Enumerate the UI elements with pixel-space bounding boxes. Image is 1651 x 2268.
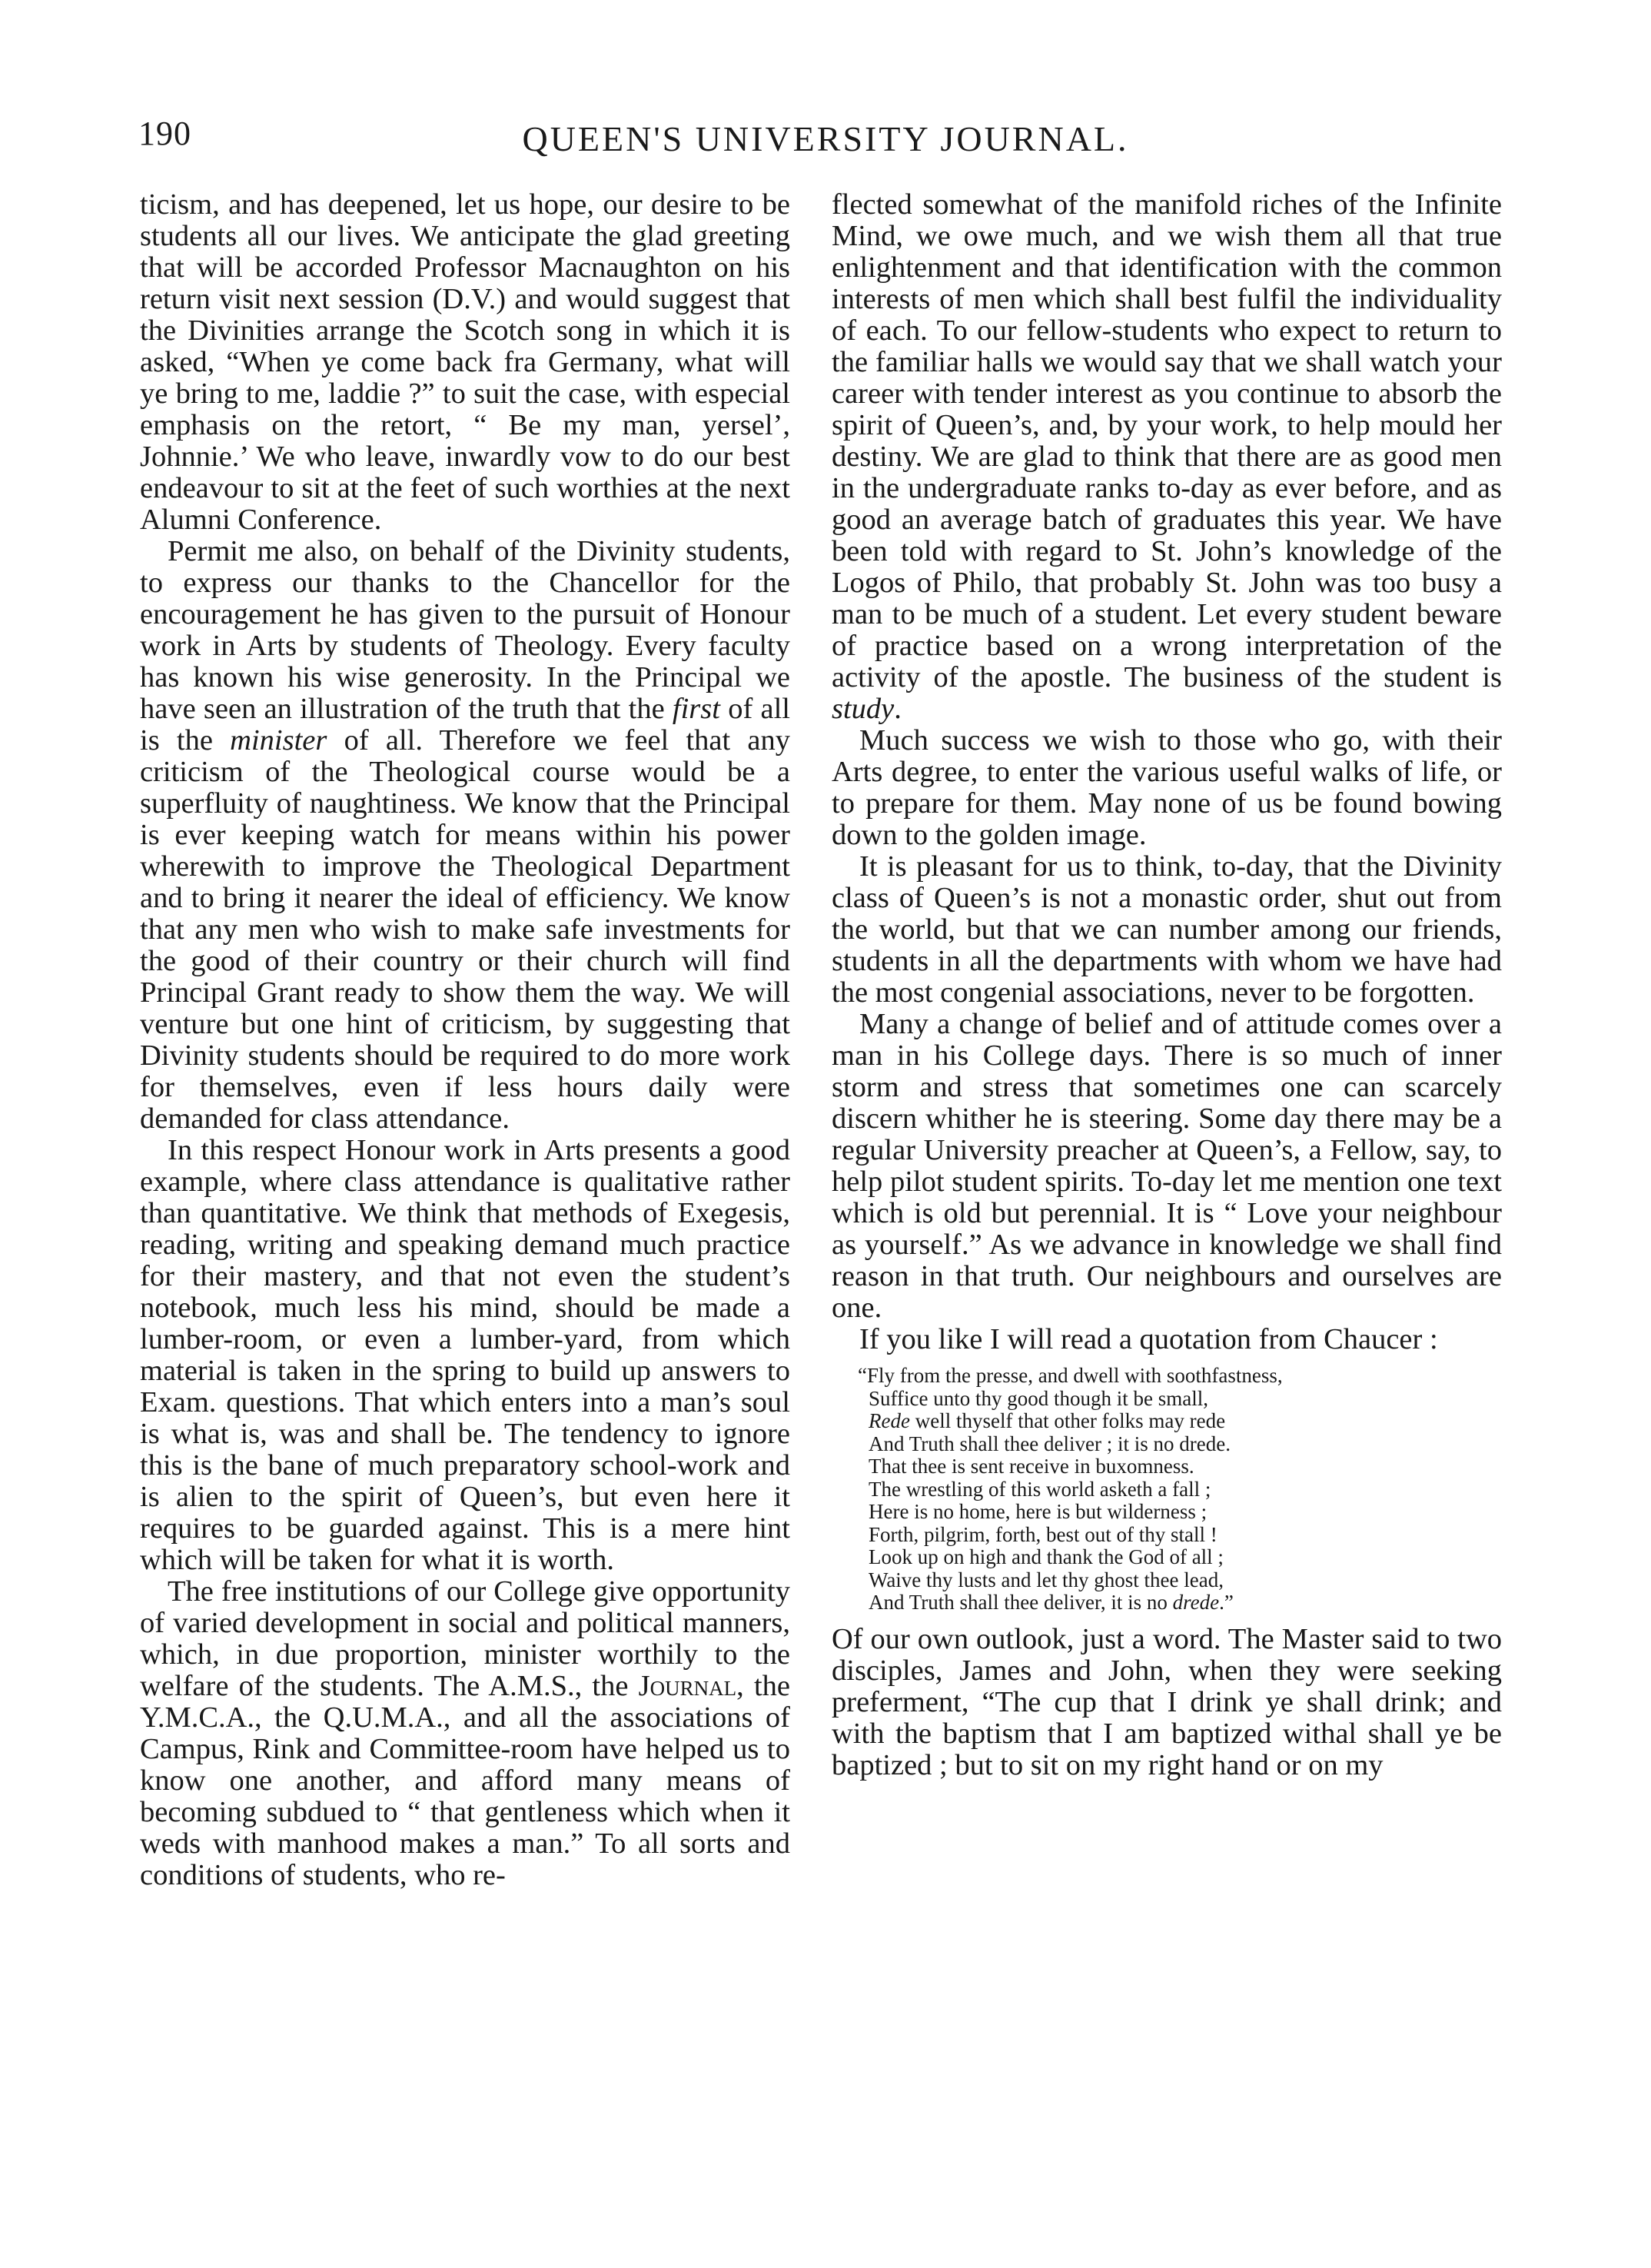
text-run: And Truth shall thee deliver, it is no bbox=[869, 1591, 1173, 1614]
paragraph bbox=[140, 1576, 790, 1891]
text-run: Permit me also, on behalf of the Divinity students, to express our thanks to the Chancellor for the encouragement he has given to the pursuit of Honour work in Arts by students of Theology. Every faculty has known his wise generosity. In the Principal we have seen an illustration of the truth that the bbox=[140, 535, 790, 725]
paragraph: Much success we wish to those who go, with their Arts degree, to enter the various useful walks of life, or to prepare for them. May none of us be found bowing down to the golden image. bbox=[832, 724, 1502, 851]
poem-line: Suffice unto thy good though it be small, bbox=[869, 1386, 1208, 1410]
page-number: 190 bbox=[138, 115, 191, 152]
text-run: well thyself that other folks may rede bbox=[909, 1409, 1226, 1432]
poem-line: Look up on high and thank the God of all ; bbox=[869, 1545, 1224, 1568]
small-caps-text: Journal bbox=[638, 1670, 737, 1702]
right-column bbox=[832, 189, 1502, 1781]
poem-line bbox=[858, 1591, 1502, 1615]
paragraph: It is pleasant for us to think, to-day, that the Divinity class of Queen’s is not a monastic order, shut out from the world, but that we can number among our friends, students in all the departments with whom we have had the most congenial associations, never to be forgotten. bbox=[832, 850, 1502, 1009]
paragraph: If you like I will read a quotation from Chaucer : bbox=[859, 1323, 1438, 1355]
italic-text: study bbox=[832, 693, 895, 725]
paragraph: In this respect Honour work in Arts presents a good example, where class attendance is qualitative rather than quantitative. We think that methods of Exegesis, reading, writing and speaking demand much practice for their mastery, and that not even the student’s notebook, much less his mind, should be made a lumber-room, or even a lumber-yard, from which material is taken in the spring to build up answers to Exam. questions. That which enters into a man’s soul is what is, was and shall be. The tendency to ignore this is the bane of much preparatory school-work and is alien to the spirit of Queen’s, but even here it requires to be guarded against. This is a mere hint which will be taken for what it is worth. bbox=[140, 1134, 790, 1576]
text-run: . bbox=[894, 693, 902, 725]
running-head: QUEEN'S UNIVERSITY JOURNAL. bbox=[522, 119, 1129, 158]
italic-text: Rede bbox=[869, 1409, 910, 1432]
text-run: The free institutions of our College give opportunity of varied development in social and political manners, which, in due proportion, minister worthily to the welfare of the students. The A.M.S., the bbox=[140, 1575, 790, 1702]
poem-line: Waive thy lusts and let thy ghost thee lead, bbox=[869, 1568, 1224, 1591]
poem-line: Here is no home, here is but wilderness ; bbox=[869, 1500, 1208, 1523]
text-run: flected somewhat of the manifold riches of the Infinite Mind, we owe much, and we wish them all that true enlightenment and that identification with the common interests of men which shall best fulfil the individuality of each. To our fellow-students who expect to return to the familiar halls we would say that we shall watch your career with tender interest as you continue to absorb the spirit of Queen’s, and, by your work, to help mould her destiny. We are glad to think that there are as good men in the undergraduate ranks to-day as ever before, and as good an average batch of graduates this year. We have been told with regard to St. John’s knowledge of the Logos of Philo, that probably St. John was too busy a man to be much of a student. Let every student beware of practice based on a wrong interpretation of the activity of the apostle. The business of the student is bbox=[832, 188, 1502, 693]
poem-line bbox=[858, 1410, 1502, 1433]
paragraph: Many a change of belief and of attitude comes over a man in his College days. There is so much of inner storm and stress that sometimes one can scarcely discern whither he is steering. Some day there may be a regular University preacher at Queen’s, a Fellow, say, to help pilot student spirits. To-day let me mention one text which is old but perennial. It is “ Love your neighbour as yourself.” As we advance in knowledge we shall find reason in that truth. Our neighbours and ourselves are one. bbox=[832, 1008, 1502, 1324]
poem-line: Forth, pilgrim, forth, best out of thy stall ! bbox=[869, 1522, 1217, 1546]
text-run: of all. Therefore we feel that any criticism of the Theological course would be a superfluity of naughtiness. We know that the Principal is ever keeping watch for means within his power wherewith to improve the Theological Department and to bring it nearer the ideal of efficiency. We know that any men who wish to make safe investments for the good of their country or their church will find Principal Grant ready to show them the way. We will venture but one hint of criticism, by suggesting that Divinity students should be required to do more work for themselves, even if less hours daily were demanded for class attendance. bbox=[140, 724, 790, 1135]
italic-text: minister bbox=[230, 724, 327, 757]
chaucer-quotation bbox=[858, 1365, 1502, 1615]
text-run: .” bbox=[1219, 1591, 1234, 1614]
paragraph: Of our own outlook, just a word. The Master said to two disciples, James and John, when they were seeking preferment, “The cup that I drink ye shall drink; and with the baptism that I am baptized withal shall ye be baptized ; but to sit on my right hand or on my bbox=[832, 1622, 1502, 1781]
paragraph bbox=[140, 536, 790, 1135]
poem-line: The wrestling of this world asketh a fall ; bbox=[869, 1477, 1211, 1501]
text-run: , the Y.M.C.A., the Q.U.M.A., and all the associations of Campus, Rink and Committee-room have helped us to know one another, and afford many means of becoming subdued to “ that gentleness which when it weds with manhood makes a man.” To all sorts and conditions of students, who re- bbox=[140, 1670, 790, 1891]
italic-text: first bbox=[672, 693, 720, 725]
paragraph: ticism, and has deepened, let us hope, our desire to be students all our lives. We anticipate the glad greeting that will be accorded Professor Macnaughton on his return visit next session (D.V.) and would suggest that the Divinities arrange the Scotch song in which it is asked, “When ye come back fra Germany, what will ye bring to me, laddie ?” to suit the case, with especial emphasis on the retort, “ Be my man, yersel’, Johnnie.’ We who leave, inwardly vow to do our best endeavour to sit at the feet of such worthies at the next Alumni Conference. bbox=[140, 188, 790, 536]
text-run: of all is the bbox=[140, 693, 790, 757]
poem-line: And Truth shall thee deliver ; it is no drede. bbox=[869, 1432, 1231, 1455]
italic-text: drede bbox=[1172, 1591, 1220, 1614]
paragraph bbox=[832, 189, 1502, 725]
left-column bbox=[140, 189, 790, 1891]
poem-line: That thee is sent receive in buxomness. bbox=[869, 1455, 1194, 1478]
poem-line: “Fly from the presse, and dwell with soothfastness, bbox=[858, 1364, 1283, 1387]
